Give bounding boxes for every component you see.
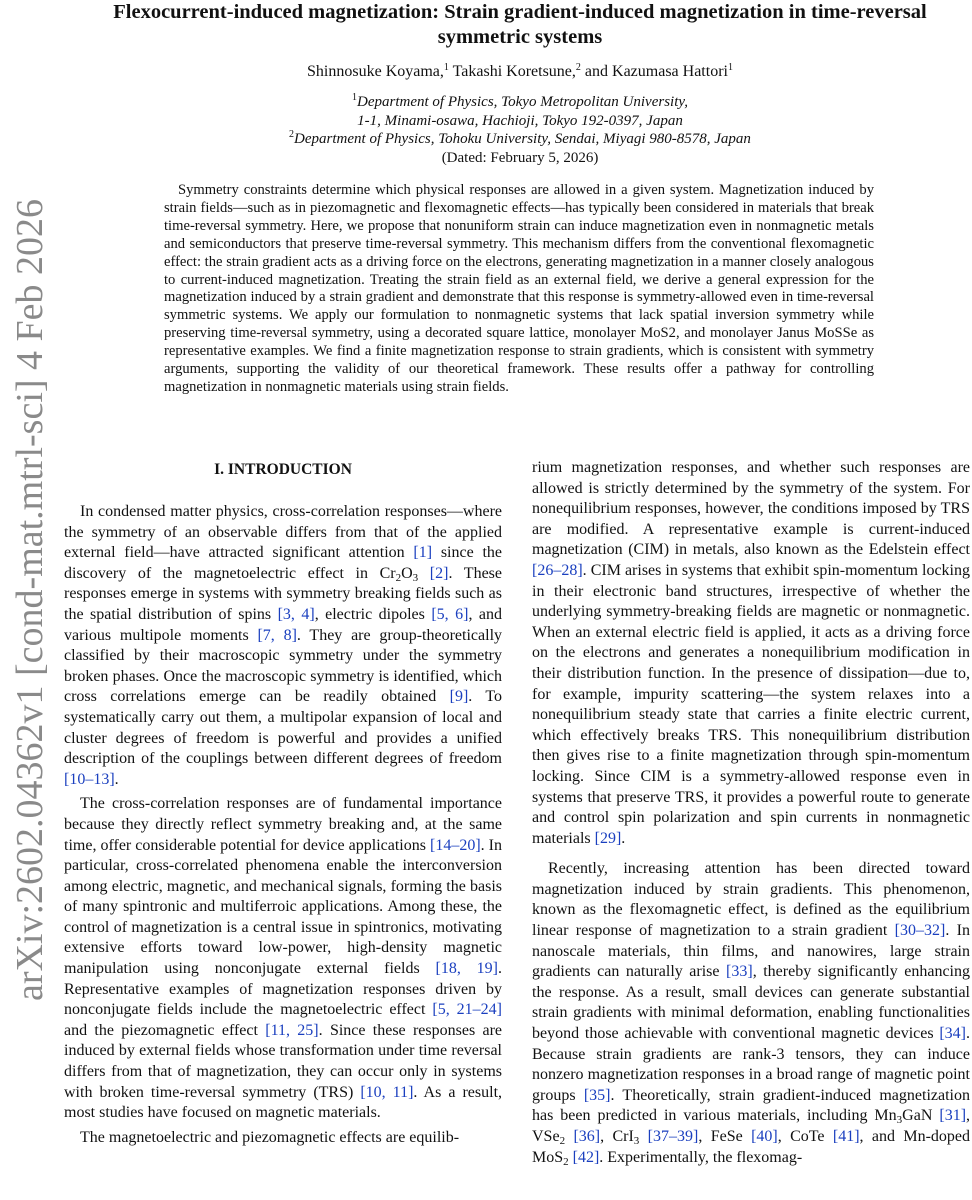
- citation-link[interactable]: [33]: [726, 963, 753, 981]
- column-left: [64, 458, 502, 1152]
- citation-link[interactable]: [7, 8]: [257, 626, 297, 644]
- text-run: . CIM arises in systems that exhibit spin-momentum locking in their electronic band structures, irrespective of whether the underlying symmetry-breaking fields are magnetic or nonmagnetic. When an external electric field is applied, it acts as a driving force on the electrons and generates a nonequilibrium modification in their distribution function. In the presence of dissipation—due to, for example, impurity scattering—the system relaxes into a nonequilibrium steady state that carries a finite electric current, which effectively breaks TRS. This nonequilibrium distribution then gives rise to a finite magnetization through spin-momentum locking. Since CIM is a symmetry-allowed response even in systems that preserve TRS, it provides a powerful route to generate and control spin polarization and spin currents in nonmagnetic materials: [532, 561, 970, 847]
- citation-link[interactable]: [35]: [583, 1086, 611, 1104]
- citation-link[interactable]: [41]: [832, 1128, 860, 1145]
- section-heading: I. INTRODUCTION: [214, 461, 352, 478]
- date-line: (Dated: February 5, 2026): [441, 149, 599, 166]
- subscript: 2: [395, 571, 402, 584]
- text-run: , VSe: [532, 1107, 971, 1145]
- text-run: , electric dipoles: [314, 605, 432, 623]
- text-run: , and Mn-doped MoS: [532, 1128, 971, 1166]
- author-affil-mark: 1: [443, 62, 449, 73]
- citation-link[interactable]: [5, 6]: [431, 605, 469, 623]
- arxiv-sidebar: [0, 0, 60, 1200]
- text-run: , and various multipole moments: [64, 605, 502, 644]
- citation-link[interactable]: [18, 19]: [435, 960, 498, 978]
- citation-link[interactable]: [14–20]: [429, 836, 481, 854]
- text-run: rium magnetization responses, and whether such responses are allowed is strictly determined by the symmetry of the system. For nonequilibrium responses, however, the conditions imposed by TRS are modified. A representative example is current-induced magnetization (CIM) in metals, also known as the Edelstein effect: [532, 459, 970, 559]
- text-run: , CrI: [600, 1128, 634, 1145]
- paragraph: [64, 794, 502, 1124]
- text-run: , FeSe: [698, 1128, 752, 1145]
- affiliation-line: Department of Physics, Tokyo Metropolitan University,: [357, 94, 688, 110]
- paragraph: [532, 859, 970, 1168]
- subscript: 3: [896, 1114, 903, 1127]
- citation-link[interactable]: [26–28]: [532, 561, 583, 579]
- affiliation-line: 1-1, Minami-osawa, Hachioji, Tokyo 192-0397, Japan: [357, 112, 683, 129]
- text-run: The magnetoelectric and piezomagnetic effects are equilib-: [80, 1128, 460, 1146]
- text-run: . In nanoscale materials, thin films, and nanowires, large strain gradients can naturally arise: [532, 922, 971, 981]
- citation-link[interactable]: [10–13]: [64, 770, 115, 788]
- citation-link[interactable]: [11, 25]: [265, 1021, 319, 1039]
- citation-link[interactable]: [42]: [572, 1148, 600, 1166]
- citation-link[interactable]: [31]: [939, 1107, 967, 1125]
- text-run: since the discovery of the magnetoelectric effect in Cr: [64, 544, 503, 582]
- text-run: , CoTe: [777, 1128, 833, 1145]
- text-run: The cross-correlation responses are of fundamental importance because they directly reflect symmetry breaking and, at the same time, offer considerable potential for device applications: [64, 795, 502, 854]
- affil-mark: 2: [289, 129, 295, 140]
- author-name: Shinnosuke Koyama,: [307, 63, 444, 80]
- author-name: Takashi Koretsune,: [452, 63, 576, 80]
- citation-link[interactable]: [30–32]: [894, 922, 946, 940]
- text-run: .: [621, 829, 626, 847]
- text-run: [418, 565, 430, 582]
- text-run: . As a result, most studies have focused on magnetic materials.: [64, 1083, 503, 1122]
- citation-link[interactable]: [1]: [413, 544, 433, 562]
- text-run: O: [401, 564, 413, 582]
- citation-link[interactable]: [37–39]: [647, 1128, 699, 1145]
- text-run: Recently, increasing attention has been directed toward magnetization induced by strain gradients. This phenomenon, known as the flexomagnetic effect, is defined as the equilibrium linear response of magnetization to a strain gradient: [532, 860, 970, 940]
- citation-link[interactable]: [9]: [449, 688, 469, 706]
- author-affil-mark: 2: [575, 62, 581, 73]
- citation-link[interactable]: [5, 21–24]: [432, 1001, 502, 1019]
- abstract: Symmetry constraints determine which physical responses are allowed in a given system. Magnetization induced by strain fields—such as in piezomagnetic and flexomagnetic effects—has typically been considered in materials that break time-reversal symmetry. Here, we propose that nonuniform strain can induce magnetization even in nonmagnetic metals and semiconductors that preserve time-reversal symmetry. This mechanism differs from the conventional flexomagnetic effect: the strain gradient acts as a driving force on the electrons, generating magnetization in a manner closely analogous to current-induced magnetization. Treating the strain field as an external field, we derive a general expression for the magnetization induced by a strain gradient and demonstrate that this response is symmetry-allowed even in time-reversal symmetric systems. We apply our formulation to nonmagnetic systems that lack spatial inversion symmetry while preserving time-reversal symmetry, using a decorated square lattice, monolayer MoS2, and monolayer Janus MoSSe as representative examples. We find a finite magnetization response to strain gradients, which is consistent with symmetry arguments, supporting the validity of our theoretical framework. These results offer a pathway for controlling magnetization in nonmagnetic materials using strain fields.: [164, 182, 874, 395]
- citation-link[interactable]: [10, 11]: [360, 1083, 414, 1101]
- arxiv-identifier: arXiv:2602.04362v1 [cond-mat.mtrl-sci] 4 Feb 2026: [9, 198, 51, 1002]
- text-run: . Because strain gradients are rank-3 tensors, they can induce nonzero magnetization responses in a broad range of magnetic point groups: [532, 1025, 970, 1104]
- affil-mark: 1: [352, 92, 358, 103]
- text-run: . To systematically carry out them, a multipolar expansion of local and cluster degrees of freedom is powerful and provides a unified description of the couplings between different degrees of freedom: [64, 688, 503, 768]
- paragraph: [64, 502, 502, 790]
- citation-link[interactable]: [2]: [429, 564, 449, 582]
- author-list: [80, 62, 960, 82]
- affiliations: [80, 93, 960, 167]
- author-name: and Kazumasa Hattori: [584, 63, 728, 80]
- subscript: 3: [633, 1135, 640, 1147]
- subscript: 2: [559, 1135, 566, 1147]
- text-run: . Theoretically, strain gradient-induced magnetization has been predicted in various materials, including Mn: [532, 1086, 970, 1125]
- affiliation-line: Department of Physics, Tohoku University, Sendai, Miyagi 980-8578, Japan: [294, 131, 751, 147]
- citation-link[interactable]: [40]: [751, 1128, 778, 1145]
- text-run: . Experimentally, the flexomag-: [599, 1148, 803, 1166]
- text-run: In condensed matter physics, cross-correlation responses—where the symmetry of an observable differs from that of the applied external field—have attracted significant attention: [64, 503, 502, 562]
- citation-link[interactable]: [29]: [594, 829, 622, 847]
- text-run: . Representative examples of magnetization responses driven by nonconjugate fields include the magnetoelectric effect: [64, 960, 502, 1019]
- text-run: .: [114, 770, 119, 788]
- citation-link[interactable]: [36]: [573, 1128, 601, 1145]
- paragraph: [64, 1128, 502, 1149]
- paragraph: [532, 458, 970, 849]
- text-run: GaN: [902, 1107, 940, 1125]
- subscript: 2: [563, 1155, 569, 1168]
- paper-title: Flexocurrent-induced magnetization: Strain gradient-induced magnetization in time-reversal symmetric systems: [113, 1, 927, 48]
- text-run: , thereby significantly enhancing the response. As a result, small devices can generate substantial strain gradients with minimal deformation, enabling functionalities beyond those achievable with conventional magnetic devices: [532, 963, 971, 1043]
- citation-link[interactable]: [3, 4]: [277, 605, 315, 623]
- text-run: [639, 1128, 647, 1145]
- column-right: [532, 458, 970, 1172]
- subscript: 3: [412, 571, 419, 584]
- citation-link[interactable]: [34]: [939, 1025, 966, 1043]
- text-run: . Since these responses are induced by external fields whose transformation under time reversal differs from that of magnetization, they can occur only in systems with broken time-reversal symmetry (TRS): [64, 1021, 503, 1101]
- text-run: . In particular, cross-correlated phenomena enable the interconversion among electric, magnetic, and mechanical signals, forming the basis of many spintronic and multiferroic applications. Among these, the control of magnetization is a central issue in spintronics, motivating extensive efforts toward low-power, high-density magnetic manipulation using nonconjugate external fields: [64, 836, 502, 978]
- text-run: . They are group-theoretically classified by their macroscopic symmetry under the symmetry broken phases. Once the macroscopic symmetry is identified, which cross correlations emerge can be readily obtained: [64, 626, 503, 706]
- author-affil-mark: 1: [727, 62, 733, 73]
- text-run: and the piezomagnetic effect: [64, 1021, 266, 1039]
- text-run: . These responses emerge in systems with symmetry breaking fields such as the spatial distribution of spins: [64, 564, 502, 623]
